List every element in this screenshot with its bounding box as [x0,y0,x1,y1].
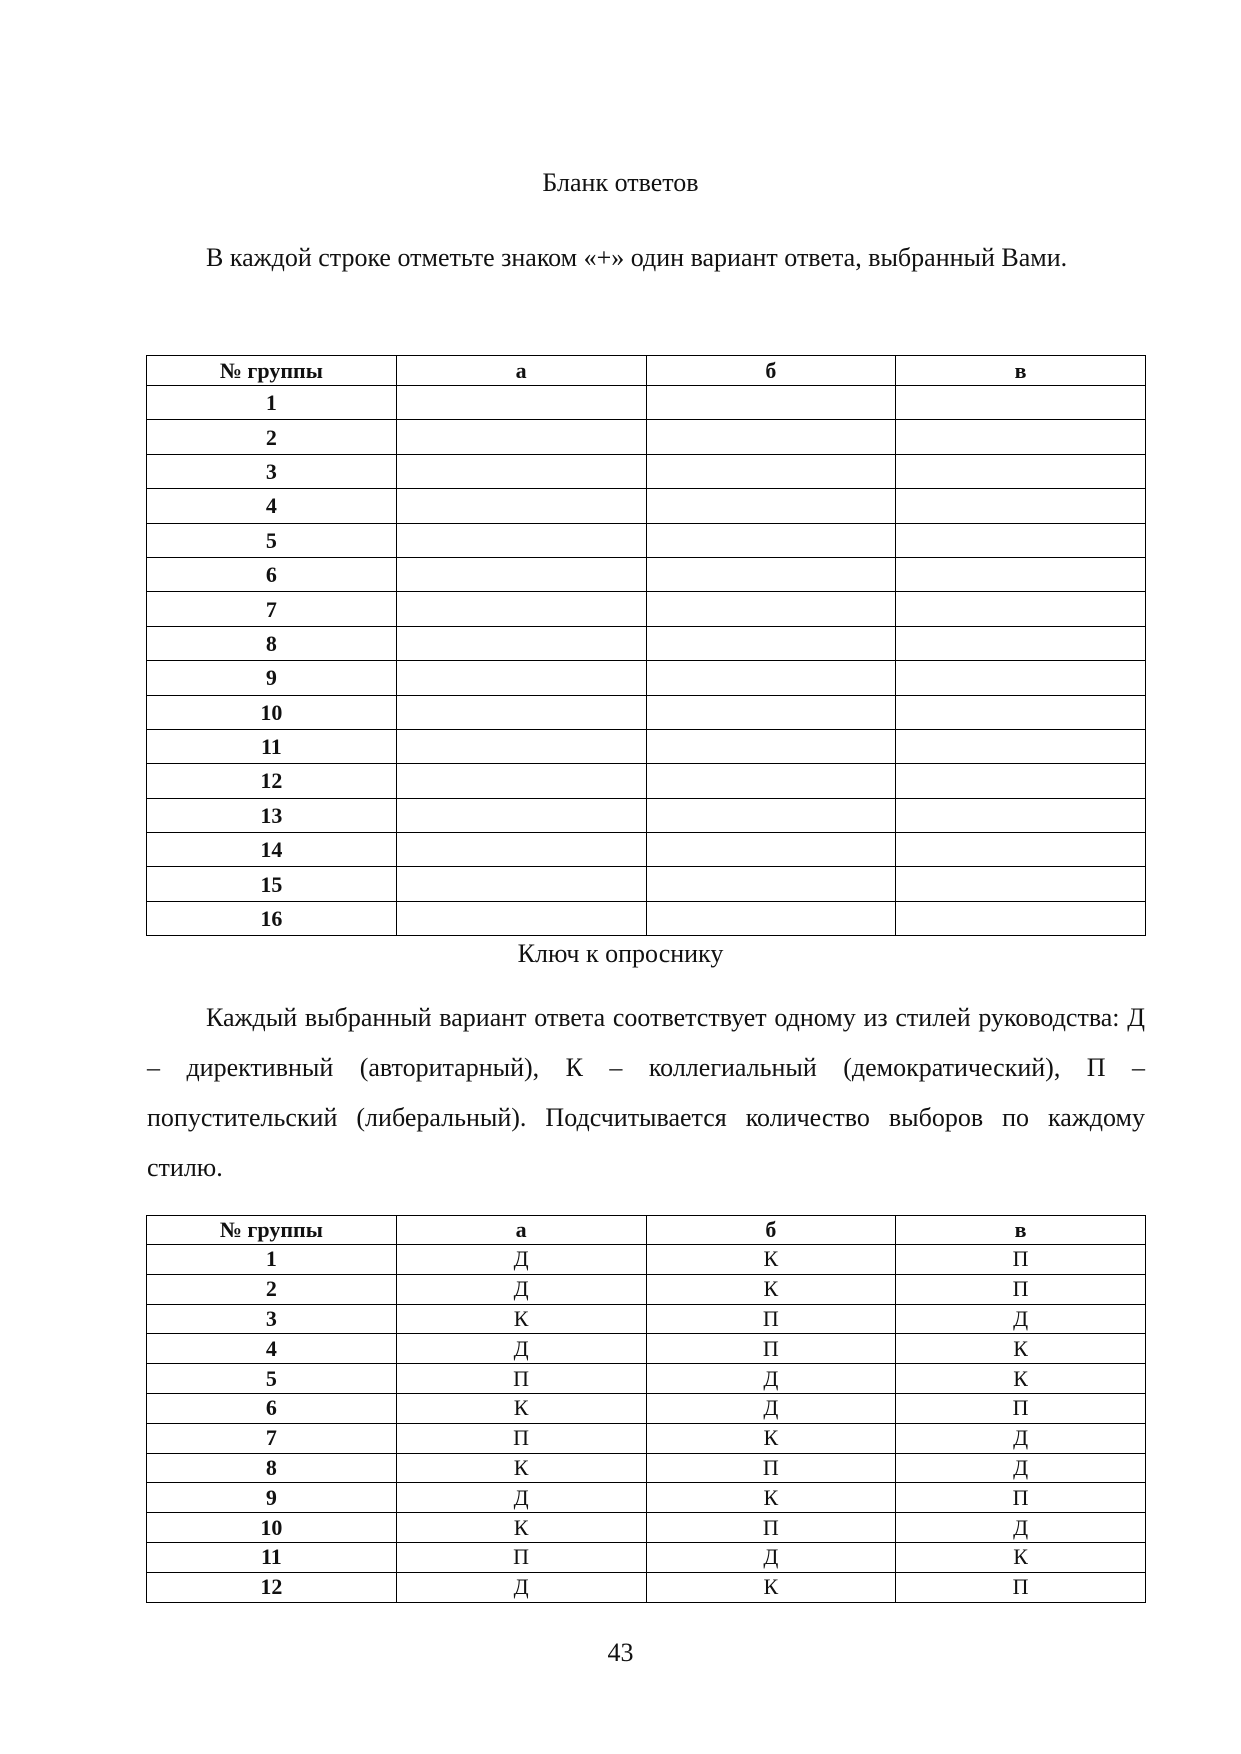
answer-cell-v[interactable] [896,523,1146,557]
header-option-v: в [896,356,1146,386]
answer-row [147,592,1146,626]
answer-cell-a[interactable] [396,523,646,557]
answer-cell-v[interactable] [896,420,1146,454]
key-table [146,1215,1146,1603]
answer-cell-a[interactable] [396,764,646,798]
key-row [147,1513,1146,1543]
header-group-number: № группы [147,1216,397,1245]
group-number-cell: 15 [147,867,397,901]
style-code-cell: Д [396,1334,646,1364]
answer-cell-v[interactable] [896,867,1146,901]
style-code-cell: П [896,1393,1146,1423]
group-number-cell: 2 [147,1274,397,1304]
answer-cell-a[interactable] [396,557,646,591]
style-code-cell: П [646,1334,896,1364]
answer-cell-v[interactable] [896,729,1146,763]
style-code-cell: Д [896,1513,1146,1543]
key-description: Каждый выбранный вариант ответа соответствует одному из стилей руководства: Д – директивный (авторитарный), К – коллегиальный (демократический), П – попустительский (либеральный). Подсчитывается количество выборов по каждому стилю. [147,1003,1145,1182]
answer-sheet-table [146,355,1146,936]
answer-cell-b[interactable] [646,523,896,557]
answer-cell-b[interactable] [646,420,896,454]
header-option-a: а [396,356,646,386]
style-code-cell: Д [896,1453,1146,1483]
answer-cell-v[interactable] [896,386,1146,420]
group-number-cell: 9 [147,1483,397,1513]
group-number-cell: 11 [147,1542,397,1572]
style-code-cell: П [396,1364,646,1394]
answer-row [147,454,1146,488]
answer-cell-b[interactable] [646,729,896,763]
answer-cell-v[interactable] [896,592,1146,626]
group-number-cell: 10 [147,695,397,729]
answer-cell-b[interactable] [646,764,896,798]
answer-sheet-body [147,386,1146,936]
key-row [147,1483,1146,1513]
answer-cell-a[interactable] [396,489,646,523]
answer-cell-b[interactable] [646,489,896,523]
group-number-cell: 6 [147,557,397,591]
answer-sheet-header-row [147,356,1146,386]
answer-cell-v[interactable] [896,454,1146,488]
answer-cell-a[interactable] [396,729,646,763]
group-number-cell: 12 [147,1572,397,1602]
answer-row [147,523,1146,557]
group-number-cell: 6 [147,1393,397,1423]
answer-cell-v[interactable] [896,489,1146,523]
answer-cell-b[interactable] [646,867,896,901]
key-row [147,1245,1146,1275]
answer-row [147,901,1146,935]
key-title: Ключ к опроснику [517,939,724,968]
answer-row [147,420,1146,454]
answer-row [147,661,1146,695]
answer-row [147,695,1146,729]
key-row [147,1304,1146,1334]
answer-cell-a[interactable] [396,798,646,832]
group-number-cell: 16 [147,901,397,935]
group-number-cell: 13 [147,798,397,832]
style-code-cell: К [396,1453,646,1483]
group-number-cell: 1 [147,386,397,420]
answer-cell-a[interactable] [396,626,646,660]
style-code-cell: К [896,1542,1146,1572]
group-number-cell: 5 [147,1364,397,1394]
answer-cell-v[interactable] [896,695,1146,729]
key-row [147,1274,1146,1304]
style-code-cell: Д [646,1364,896,1394]
answer-cell-a[interactable] [396,901,646,935]
group-number-cell: 11 [147,729,397,763]
style-code-cell: К [646,1483,896,1513]
key-row [147,1453,1146,1483]
group-number-cell: 14 [147,833,397,867]
header-group-number: № группы [147,356,397,386]
style-code-cell: К [646,1274,896,1304]
answer-cell-b[interactable] [646,901,896,935]
group-number-cell: 7 [147,592,397,626]
style-code-cell: Д [396,1572,646,1602]
key-header-row [147,1216,1146,1245]
style-code-cell: Д [396,1274,646,1304]
style-code-cell: П [896,1245,1146,1275]
group-number-cell: 1 [147,1245,397,1275]
group-number-cell: 4 [147,1334,397,1364]
key-row [147,1364,1146,1394]
answer-cell-b[interactable] [646,454,896,488]
style-code-cell: К [646,1423,896,1453]
style-code-cell: К [896,1364,1146,1394]
style-code-cell: Д [896,1304,1146,1334]
answer-cell-v[interactable] [896,798,1146,832]
page-number: 43 [607,1638,634,1667]
style-code-cell: К [646,1245,896,1275]
key-row [147,1423,1146,1453]
style-code-cell: К [646,1572,896,1602]
style-code-cell: П [646,1304,896,1334]
key-row [147,1542,1146,1572]
style-code-cell: П [646,1453,896,1483]
group-number-cell: 8 [147,1453,397,1483]
answer-row [147,764,1146,798]
style-code-cell: Д [646,1542,896,1572]
answer-row [147,867,1146,901]
style-code-cell: К [396,1513,646,1543]
group-number-cell: 7 [147,1423,397,1453]
style-code-cell: П [896,1572,1146,1602]
answer-cell-b[interactable] [646,798,896,832]
answer-cell-v[interactable] [896,764,1146,798]
answer-cell-b[interactable] [646,557,896,591]
answer-row [147,489,1146,523]
answer-cell-v[interactable] [896,833,1146,867]
answer-row [147,729,1146,763]
answer-row [147,798,1146,832]
answer-row [147,833,1146,867]
header-option-b: б [646,356,896,386]
answer-cell-a[interactable] [396,867,646,901]
answer-cell-b[interactable] [646,386,896,420]
style-code-cell: К [896,1334,1146,1364]
answer-cell-a[interactable] [396,592,646,626]
style-code-cell: П [396,1423,646,1453]
answer-cell-v[interactable] [896,626,1146,660]
answer-row [147,626,1146,660]
group-number-cell: 3 [147,1304,397,1334]
style-code-cell: К [396,1304,646,1334]
style-code-cell: П [396,1542,646,1572]
answer-cell-a[interactable] [396,386,646,420]
style-code-cell: К [396,1393,646,1423]
group-number-cell: 10 [147,1513,397,1543]
key-row [147,1334,1146,1364]
group-number-cell: 2 [147,420,397,454]
answer-cell-b[interactable] [646,592,896,626]
answer-cell-v[interactable] [896,557,1146,591]
answer-cell-a[interactable] [396,833,646,867]
answer-cell-v[interactable] [896,661,1146,695]
answer-cell-b[interactable] [646,661,896,695]
style-code-cell: Д [646,1393,896,1423]
style-code-cell: П [646,1513,896,1543]
header-option-a: а [396,1216,646,1245]
group-number-cell: 8 [147,626,397,660]
style-code-cell: П [896,1483,1146,1513]
header-option-v: в [896,1216,1146,1245]
answer-cell-b[interactable] [646,833,896,867]
group-number-cell: 3 [147,454,397,488]
key-table-body [147,1245,1146,1603]
answer-sheet-instruction: В каждой строке отметьте знаком «+» один вариант ответа, выбранный Вами. [206,243,1068,272]
answer-cell-a[interactable] [396,695,646,729]
key-row [147,1393,1146,1423]
group-number-cell: 9 [147,661,397,695]
answer-cell-v[interactable] [896,901,1146,935]
answer-row [147,557,1146,591]
style-code-cell: П [896,1274,1146,1304]
style-code-cell: Д [396,1483,646,1513]
answer-row [147,386,1146,420]
answer-cell-b[interactable] [646,626,896,660]
group-number-cell: 4 [147,489,397,523]
answer-cell-a[interactable] [396,454,646,488]
style-code-cell: Д [396,1245,646,1275]
style-code-cell: Д [896,1423,1146,1453]
answer-cell-a[interactable] [396,420,646,454]
group-number-cell: 12 [147,764,397,798]
group-number-cell: 5 [147,523,397,557]
answer-cell-a[interactable] [396,661,646,695]
key-row [147,1572,1146,1602]
answer-sheet-title: Бланк ответов [542,168,699,197]
header-option-b: б [646,1216,896,1245]
answer-cell-b[interactable] [646,695,896,729]
